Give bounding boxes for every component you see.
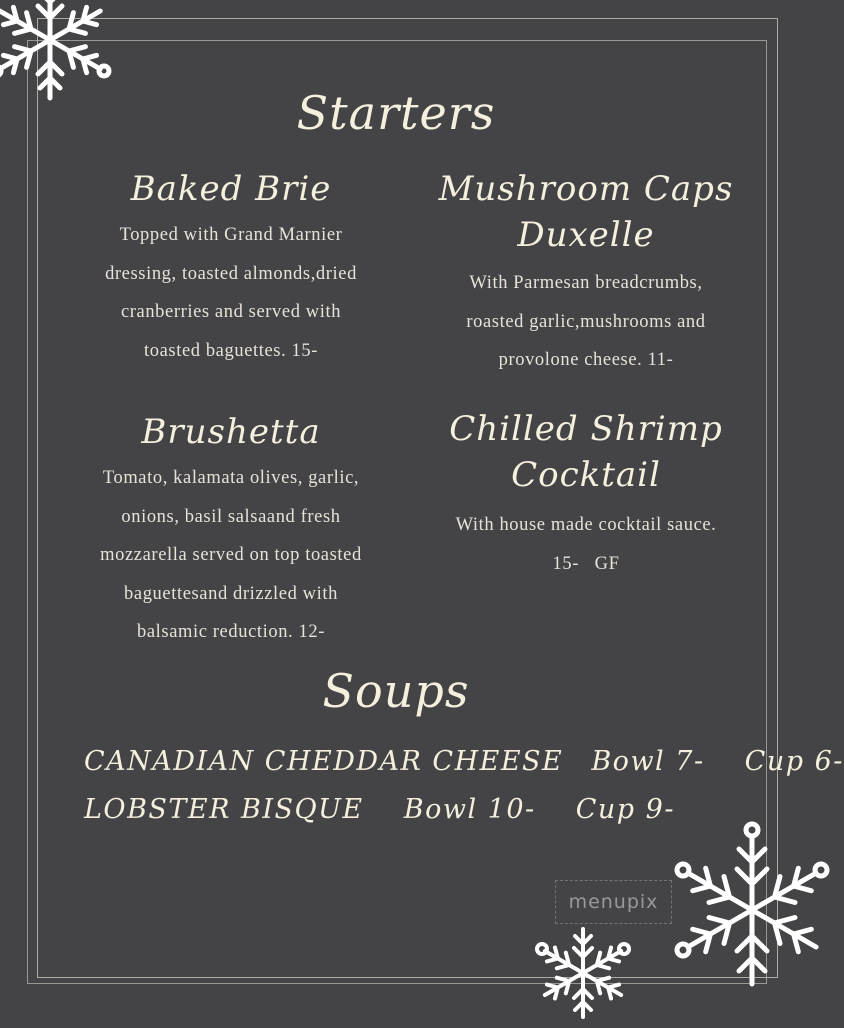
- soup-name: CANADIAN CHEDDAR CHEESE: [84, 746, 564, 777]
- soup-cup-price: Cup 9-: [575, 794, 675, 825]
- snowflake-icon: [662, 820, 842, 1000]
- item-description: Topped with Grand Marnier dressing, toasted almonds,dried cranberries and served with toasted baguettes. 15-: [105, 225, 357, 361]
- soup-bowl-price: Bowl 10-: [403, 794, 536, 825]
- soup-row-lobster-bisque: [84, 794, 675, 825]
- starters-heading: Starters: [296, 86, 496, 140]
- item-description: Tomato, kalamata olives, garlic, onions, basil salsaand fresh mozzarella served on top toasted baguettesand drizzled with balsamic reduction. 12-: [100, 468, 362, 642]
- watermark: menupix: [555, 880, 672, 924]
- soup-cup-price: Cup 6-: [744, 746, 844, 777]
- menu-item-shrimp-cocktail: [418, 406, 754, 583]
- soup-row-cheddar: [84, 746, 844, 777]
- item-name: Brushetta: [141, 412, 321, 452]
- menu-item-baked-brie: [70, 166, 392, 370]
- item-description: With Parmesan breadcrumbs, roasted garlic,mushrooms and provolone cheese. 11-: [466, 273, 706, 370]
- soups-heading: Soups: [322, 664, 470, 718]
- snowflake-bottom-right-svg: [662, 820, 842, 1000]
- item-name: Baked Brie: [130, 169, 332, 209]
- item-description: With house made cocktail sauce. 15- GF: [455, 515, 717, 574]
- item-name: Mushroom Caps Duxelle: [438, 169, 734, 255]
- menu-item-brushetta: [66, 409, 396, 652]
- soup-bowl-price: Bowl 7-: [591, 746, 705, 777]
- item-name: Chilled Shrimp Cocktail: [449, 409, 723, 495]
- menu-item-mushroom-caps: [418, 166, 754, 380]
- snowflake-icon: [528, 918, 638, 1028]
- soup-name: LOBSTER BISQUE: [84, 794, 364, 825]
- snowflake-bottom-small-svg: [528, 918, 638, 1028]
